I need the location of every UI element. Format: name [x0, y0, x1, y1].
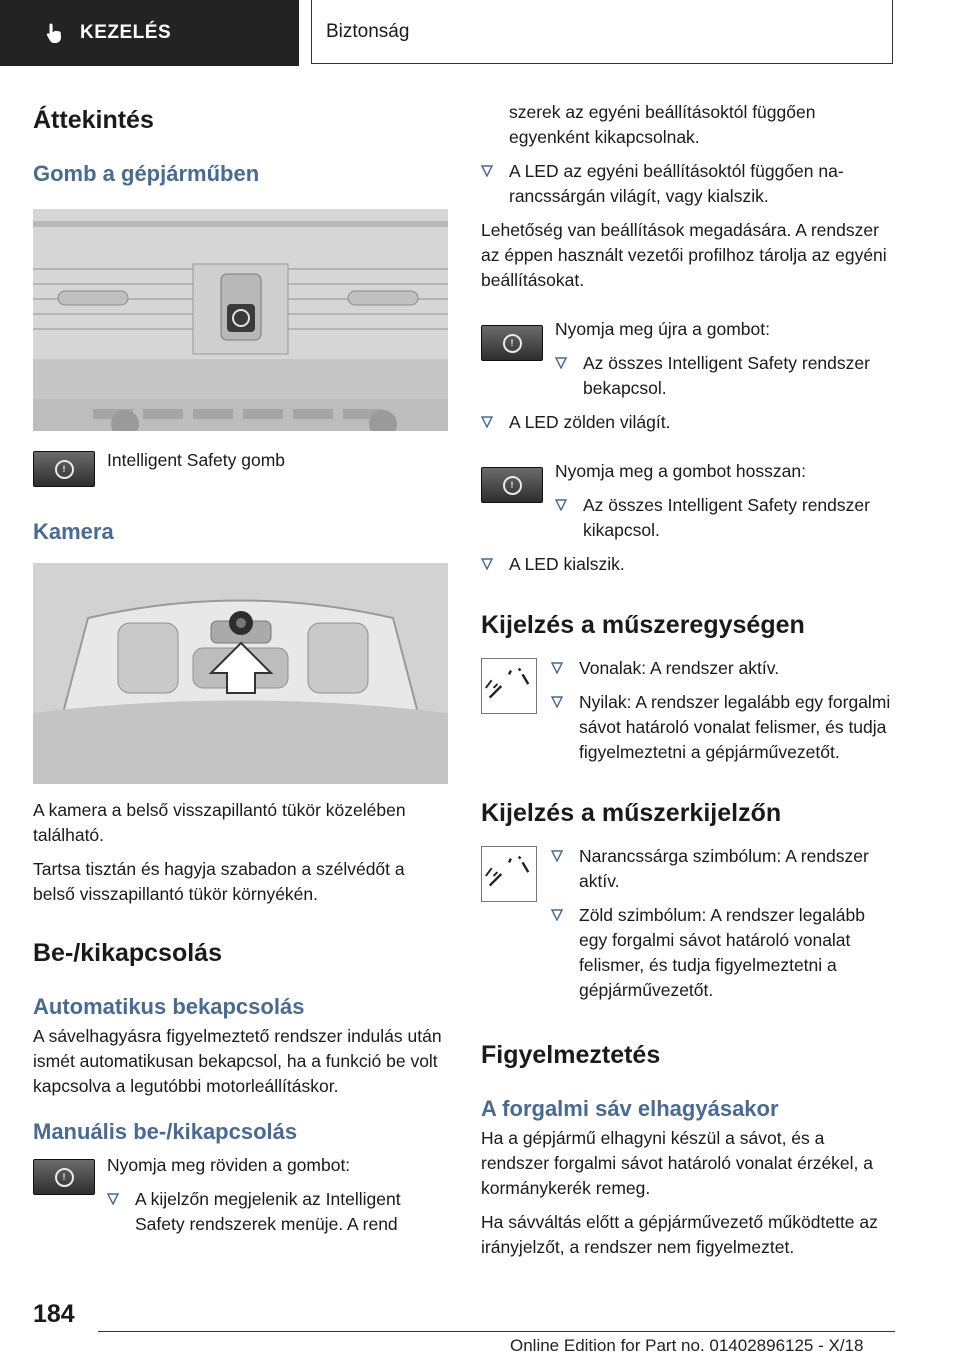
left-column: [33, 96, 448, 1237]
heading-overview: Áttekintés: [33, 106, 154, 134]
press-again-text: Nyomja meg újra a gombot:: [555, 319, 770, 339]
triangle-bullet-icon: [481, 416, 493, 428]
lane-lines-icon: [481, 658, 537, 714]
manual-step-row: [33, 1153, 448, 1237]
intelligent-safety-button-icon: !: [33, 1159, 95, 1195]
chapter-tab: [311, 0, 893, 64]
triangle-bullet-icon: [551, 662, 563, 674]
triangle-bullet-icon: [551, 909, 563, 921]
heading-instrument-display: Kijelzés a műszerkijelzőn: [481, 799, 782, 827]
display-bullet-1: [551, 844, 896, 894]
manual-step-text: Nyomja meg röviden a gombot:: [107, 1155, 351, 1175]
section-tab: [0, 0, 299, 66]
heading-manual-on-off: Manuális be-/kikapcsolás: [33, 1119, 298, 1144]
button-caption-row: [33, 451, 448, 487]
press-long-bullet: [555, 493, 896, 543]
right-column: [481, 100, 896, 1260]
camera-paragraph-2: Tartsa tisztán és hagyja szabadon a szélvédőt a belső visszapillantó tükör környékén.: [33, 859, 405, 904]
page-header: [0, 0, 960, 66]
led-off-text: A LED kialszik.: [509, 554, 625, 574]
dashboard-button-photo: [33, 209, 448, 431]
intelligent-safety-button-icon: !: [481, 325, 543, 361]
settings-paragraph: Lehetőség van beállítások megadására. A rendszer az éppen használt vezetői profilhoz tárolja az egyéni beállításokat.: [481, 220, 887, 290]
heading-camera: Kamera: [33, 519, 114, 544]
heading-warning: Figyelmeztetés: [481, 1041, 661, 1069]
cluster-bullet-1-text: Vonalak: A rendszer aktív.: [579, 658, 780, 678]
press-again-bullet: [555, 351, 896, 401]
cluster-row: [481, 658, 896, 765]
press-long-text: Nyomja meg a gombot hosszan:: [555, 461, 806, 481]
hand-pointer-icon: [42, 21, 66, 45]
press-again-bullet-text: Az összes Intelligent Safety rendszer bekapcsol.: [583, 353, 870, 398]
led-bullet: [481, 159, 896, 209]
leaving-paragraph-1: Ha a gépjármű elhagyni készül a sávot, és a rendszer forgalmi sávot határoló vonalat érzékel, a kormánykerék remeg.: [481, 1128, 874, 1198]
dashboard-illustration: [33, 209, 448, 431]
display-row: [481, 846, 896, 1003]
heading-button-in-vehicle: Gomb a gépjárműben: [33, 161, 260, 186]
triangle-bullet-icon: [551, 850, 563, 862]
cluster-bullet-2: [551, 690, 896, 765]
intelligent-safety-button-icon: !: [33, 451, 95, 487]
led-off-bullet: [481, 552, 896, 577]
display-bullet-2-text: Zöld szimbólum: A rendszer legalább egy forgalmi sávot határoló vonalat felismer, és tudja figyelmeztetni a gépjárművezetőt.: [579, 905, 865, 1000]
button-caption: Intelligent Safety gomb: [107, 450, 286, 470]
triangle-bullet-icon: [555, 357, 567, 369]
led-bullet-text: A LED az egyéni beállításoktól függően narancssárgán világít, vagy kialszik.: [509, 161, 844, 206]
press-long-row: [481, 459, 896, 543]
edition-footer: Online Edition for Part no. 01402896125 - X/18: [510, 1336, 864, 1355]
heading-instrument-cluster: Kijelzés a műszeregységen: [481, 611, 805, 639]
leaving-paragraph-2: Ha sávváltás előtt a gépjárművezető működtette az irányjelzőt, a rendszer nem figyelmeztet.: [481, 1212, 878, 1257]
triangle-bullet-icon: [481, 558, 493, 570]
press-long-bullet-text: Az összes Intelligent Safety rendszer kikapcsol.: [583, 495, 870, 540]
triangle-bullet-icon: [551, 696, 563, 708]
led-green-text: A LED zölden világít.: [509, 412, 671, 432]
triangle-bullet-icon: [107, 1193, 119, 1205]
heading-leaving-lane: A forgalmi sáv elhagyásakor: [481, 1096, 779, 1121]
triangle-bullet-icon: [555, 499, 567, 511]
heading-on-off: Be-/kikapcsolás: [33, 939, 222, 967]
camera-paragraph-1: A kamera a belső visszapillantó tükör közelében található.: [33, 800, 406, 845]
display-bullet-1-text: Narancssárga szimbólum: A rendszer aktív.: [579, 846, 869, 891]
display-bullet-2: [551, 903, 896, 1003]
led-green-bullet: [481, 410, 896, 435]
camera-illustration: [33, 563, 448, 784]
manual-bullet: [107, 1187, 448, 1237]
page-number: 184: [33, 1300, 75, 1328]
continued-text: szerek az egyéni beállításoktól függően egyenként kikapcsolnak.: [509, 102, 816, 147]
intelligent-safety-button-icon: !: [481, 467, 543, 503]
press-again-row: [481, 317, 896, 401]
lane-lines-icon: [481, 846, 537, 902]
camera-photo: [33, 563, 448, 784]
heading-automatic-on: Automatikus bekapcsolás: [33, 994, 305, 1019]
triangle-bullet-icon: [481, 165, 493, 177]
cluster-bullet-1: [551, 656, 896, 681]
chapter-label: Biztonság: [326, 20, 410, 42]
cluster-bullet-2-text: Nyilak: A rendszer legalább egy forgalmi sávot határoló vonalat felismer, és tudja figyelmeztetni a gépjárművezetőt.: [579, 692, 891, 762]
automatic-on-paragraph: A sávelhagyásra figyelmeztető rendszer indulás után ismét automatikusan bekapcsol, ha a funkció be volt kapcsolva a legutóbbi motorleállításkor.: [33, 1026, 442, 1096]
manual-bullet-text: A kijelzőn megjelenik az Intelligent Safety rendszerek menüje. A rend: [135, 1189, 401, 1234]
footer-divider: [98, 1331, 895, 1332]
section-label: KEZELÉS: [80, 22, 172, 43]
